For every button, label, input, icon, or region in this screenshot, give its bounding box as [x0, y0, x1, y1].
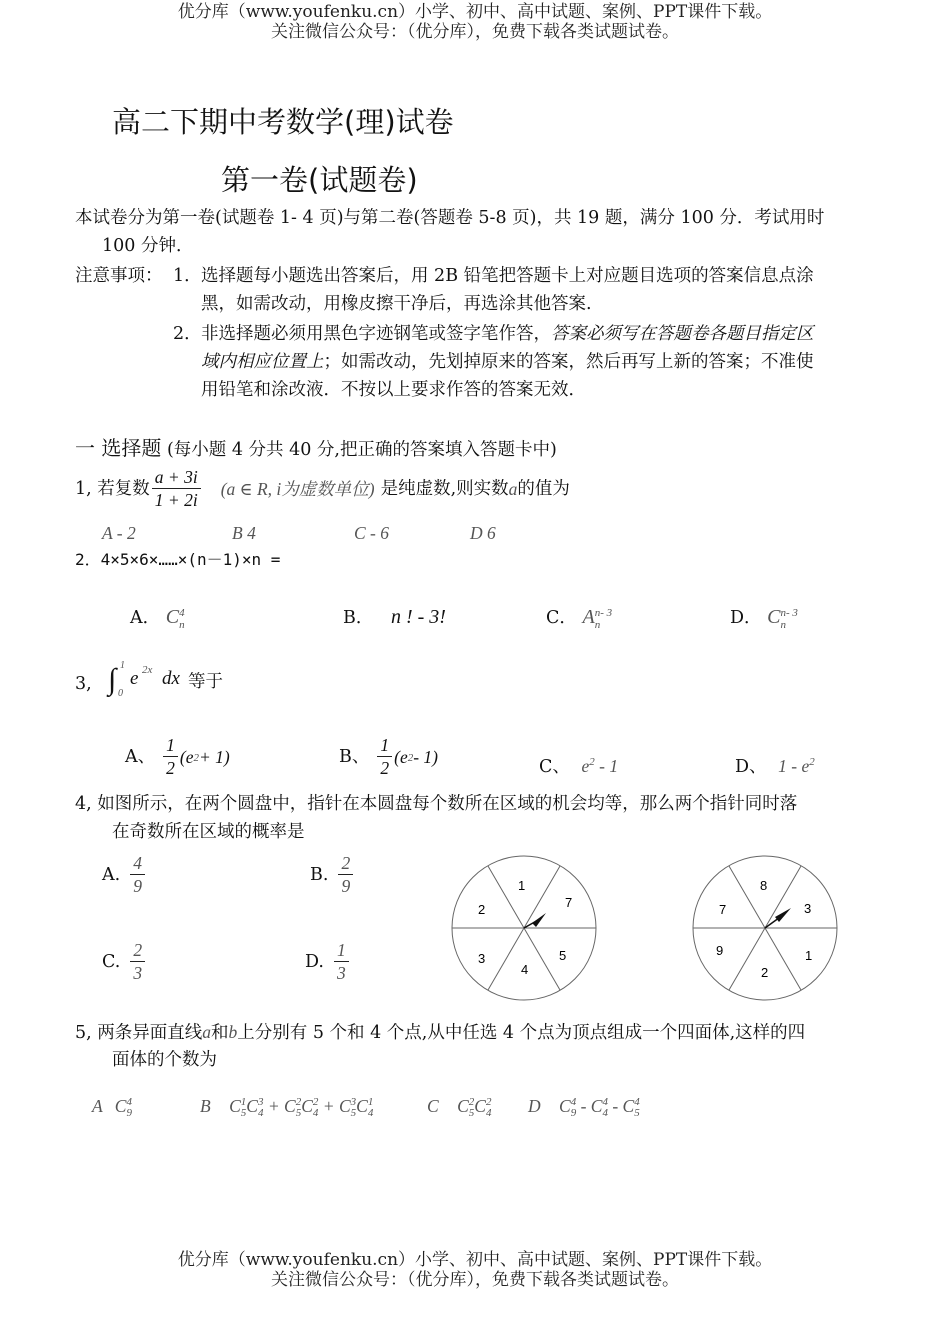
q3-b-half-num: 1 — [377, 734, 392, 757]
q3-a-half-num: 1 — [163, 734, 178, 757]
q2-b-label: B． — [343, 608, 374, 628]
q5-c: C — [301, 1096, 313, 1116]
note-1-line-2: 黑，如需改动，用橡皮擦干净后，再选涂其他答案. — [201, 294, 592, 314]
q1-suffix-2: 的值为 — [517, 478, 570, 499]
disc-1-label: 5 — [559, 948, 567, 963]
q5-c: C — [622, 1096, 635, 1116]
q4-d-den: 3 — [336, 963, 346, 983]
q5-c: C — [559, 1096, 571, 1116]
q3-a-half-den: 2 — [166, 758, 175, 778]
disc-1-label: 3 — [478, 951, 486, 966]
q4-b-label: B. — [310, 864, 329, 885]
q5-c: C — [457, 1096, 469, 1116]
q5-scripts — [368, 1097, 374, 1119]
q1-condition: (a ∈ R, i为虚数单位) — [220, 478, 375, 499]
q3-d-label: D、 — [735, 756, 767, 777]
disc-2-label: 8 — [760, 878, 768, 893]
q5-sub: 4 — [367, 1106, 374, 1119]
q2-option-a — [130, 603, 185, 632]
q5-scripts — [486, 1097, 492, 1119]
q3-int-top: 1 — [120, 660, 125, 671]
q5-option-b — [200, 1092, 373, 1120]
q4-c-den: 3 — [133, 963, 143, 983]
q5-b-label: B — [200, 1096, 211, 1116]
q3-int-bottom: 0 — [118, 688, 123, 699]
q2-option-b — [343, 603, 446, 632]
q3-c-expr: - 1 — [594, 755, 619, 776]
q5-a-label: A — [92, 1096, 103, 1116]
q1-option-d: D 6 — [470, 523, 496, 543]
q2-d-sub: n — [780, 618, 786, 631]
q3-a-half — [163, 734, 178, 779]
q5-sub: 5 — [240, 1106, 247, 1119]
section-heading — [75, 434, 557, 464]
intro-line-2: 100 分钟． — [102, 236, 194, 256]
q5-c: C — [246, 1096, 258, 1116]
q5-option-d — [528, 1092, 640, 1120]
q4-option-c — [102, 939, 147, 984]
q5-sup: 3 — [350, 1095, 357, 1108]
disc-1-label: 7 — [565, 895, 573, 910]
q3-a-label: A、 — [125, 746, 156, 767]
q5-sub: 4 — [602, 1106, 608, 1119]
q5-sub: 5 — [634, 1106, 640, 1119]
q3-b-tail2: - 1) — [413, 746, 439, 767]
q5-sup: 2 — [295, 1095, 302, 1108]
disc-1-label: 2 — [478, 902, 486, 917]
q2-c-sym: A — [582, 606, 595, 628]
q3-a-sq: 2 — [193, 752, 199, 764]
note-1-number: 1． — [173, 266, 202, 286]
q3-expr-e: e — [130, 668, 139, 689]
q3-d-expr: 1 - — [778, 755, 802, 776]
q3-suffix: 等于 — [188, 672, 223, 692]
q5-a-c: C — [114, 1096, 127, 1116]
q5-sup: 3 — [257, 1095, 264, 1108]
q5-a-scripts — [126, 1097, 132, 1119]
q2-c-sup: n- 3 — [594, 606, 613, 619]
disc-2-label: 2 — [761, 965, 769, 980]
q5-sub: 4 — [312, 1106, 319, 1119]
q5-and: 和 — [211, 1023, 229, 1043]
intro-line-1: 本试卷分为第一卷(试题卷 1- 4 页)与第二卷(答题卷 5-8 页)，共 19 题，满分 100 分．考试用时 — [75, 208, 825, 228]
q3-c-e: e — [581, 755, 590, 776]
q4-option-d — [305, 939, 351, 984]
q1-option-a: A - 2 — [102, 523, 136, 543]
q3-b-tail: (e — [394, 746, 408, 767]
q5-c: C — [229, 1096, 241, 1116]
spinner-disc-1 — [448, 852, 600, 1004]
q4-option-a — [102, 852, 147, 897]
q3-b-label: B、 — [339, 746, 370, 767]
q5-sup: 2 — [468, 1095, 475, 1108]
q5-c: C — [338, 1096, 351, 1116]
q3-c-label: C、 — [539, 756, 570, 777]
q5-sup: 4 — [634, 1095, 640, 1108]
q4-option-b — [310, 852, 355, 897]
q1-option-b: B 4 — [232, 523, 256, 543]
q1-prefix: 1, 若复数 — [75, 478, 150, 499]
q5-b-term2 — [284, 1095, 323, 1119]
q2-a-sup: 4 — [179, 606, 185, 619]
q5-b-term3 — [338, 1095, 374, 1119]
q4-c-frac — [130, 939, 145, 984]
q2-a-label: A． — [130, 608, 161, 628]
q5-b-term1 — [229, 1095, 268, 1119]
q5-sub: 9 — [570, 1106, 577, 1119]
q4-c-num: 2 — [130, 939, 145, 962]
q3-b-half — [377, 734, 392, 779]
section-title: 一 选择题 — [75, 436, 162, 460]
q2-option-c — [546, 603, 612, 632]
q2-d-scripts — [780, 607, 797, 631]
q2-c-scripts — [595, 607, 612, 631]
q5-plus: + — [267, 1096, 280, 1116]
q3-b-half-den: 2 — [380, 758, 390, 778]
q5-sub: 5 — [295, 1106, 302, 1119]
header-line-1: 优分库（www.youfenku.cn）小学、初中、高中试题、案例、PPT课件下载。 — [177, 2, 773, 22]
page-subtitle: 第一卷(试题卷) — [221, 163, 418, 197]
q5-sub: 5 — [468, 1106, 475, 1119]
q5-scripts — [258, 1097, 264, 1119]
question-2: 2．4×5×6×……×(n－1)×n = — [75, 550, 281, 569]
q2-a-scripts — [179, 607, 185, 631]
note-2-line-1-a: 非选择题必须用黑色字迹钢笔或签字笔作答， — [201, 324, 551, 344]
q4-a-num: 4 — [130, 852, 145, 875]
q5-option-c — [427, 1092, 491, 1120]
footer-line-1: 优分库（www.youfenku.cn）小学、初中、高中试题、案例、PPT课件下载。 — [177, 1250, 773, 1270]
notes-label: 注意事项： — [75, 266, 163, 286]
q2-b-expr: n ! - 3! — [390, 606, 446, 628]
q5-plus: + — [322, 1096, 335, 1116]
q5-sub: 4 — [485, 1106, 492, 1119]
q3-expr-sup: 2x — [142, 664, 153, 676]
q5-sup: 2 — [485, 1095, 492, 1108]
footer-line-2: 关注微信公众号：（优分库），免费下载各类试题试卷。 — [271, 1270, 679, 1290]
q5-scripts — [634, 1097, 640, 1119]
q3-option-d — [735, 748, 815, 781]
q2-d-sup: n- 3 — [780, 606, 798, 619]
q3-c-sq: 2 — [589, 756, 595, 768]
q4-c-label: C. — [102, 951, 121, 972]
q2-c-label: C． — [546, 608, 577, 628]
note-2-number: 2． — [173, 324, 202, 344]
q5-sup: 1 — [367, 1095, 374, 1108]
q5-a-sup: 4 — [126, 1095, 132, 1108]
q5-c: C — [356, 1096, 368, 1116]
q4-d-frac — [334, 939, 349, 984]
disc-2-label: 1 — [805, 948, 813, 963]
q5-c-label: C — [427, 1096, 439, 1116]
q1-suffix: 是纯虚数,则实数 — [380, 478, 509, 499]
q5-sub: 5 — [350, 1106, 357, 1119]
disc-1-label: 1 — [518, 878, 526, 893]
note-2-line-2-b: ；如需改动，先划掉原来的答案，然后再写上新的答案；不准使 — [323, 352, 814, 372]
note-1-line-1: 选择题每小题选出答案后，用 2B 铅笔把答题卡上对应题目选项的答案信息点涂 — [201, 266, 814, 286]
q3-d-e: e — [801, 755, 810, 776]
q5-var-a: a — [202, 1022, 212, 1042]
q4-d-label: D. — [305, 951, 324, 972]
q4-b-den: 9 — [341, 876, 351, 896]
q5-sup: 4 — [570, 1095, 577, 1108]
q1-fraction — [152, 466, 201, 511]
q1-frac-den: 1 + 2i — [154, 490, 198, 510]
q4-a-frac — [130, 852, 145, 897]
q5-line-1 — [75, 1018, 805, 1047]
disc-2-label: 3 — [804, 901, 812, 916]
q5-sub: 4 — [257, 1106, 264, 1119]
note-2-line-2 — [201, 348, 814, 376]
q5-c: C — [590, 1096, 603, 1116]
integral-sign-icon: ∫ — [108, 663, 117, 696]
q3-a-tail2: + 1) — [199, 746, 230, 767]
q1-option-c: C - 6 — [354, 523, 389, 543]
q5-line-2: 面体的个数为 — [112, 1050, 217, 1070]
note-2-line-1 — [201, 320, 814, 348]
q2-a-sub: n — [179, 618, 185, 631]
q2-d-label: D． — [730, 608, 762, 628]
q3-option-a — [125, 734, 230, 779]
q5-a-sub: 9 — [126, 1106, 132, 1119]
q2-d-sym: C — [767, 606, 781, 628]
q4-b-num: 2 — [338, 852, 353, 875]
q5-var-b: b — [228, 1022, 238, 1042]
header-line-2: 关注微信公众号：（优分库），免费下载各类试题试卷。 — [271, 22, 679, 42]
q5-c: C — [284, 1096, 296, 1116]
disc-1-label: 4 — [521, 962, 529, 977]
q3-prefix: 3, — [75, 674, 92, 694]
q3-option-c — [539, 748, 618, 781]
q5-scripts — [313, 1097, 319, 1119]
note-2-line-3: 用铅笔和涂改液．不按以上要求作答的答案无效． — [201, 380, 586, 400]
q1-var: a — [508, 478, 518, 499]
page-title: 高二下期中考数学(理)试卷 — [112, 105, 454, 139]
q5-c: C — [474, 1096, 486, 1116]
q5-d-label: D — [528, 1096, 541, 1116]
q4-b-frac — [338, 852, 353, 897]
q4-d-num: 1 — [334, 939, 349, 962]
note-2-line-2-a: 域内相应位置上 — [201, 352, 324, 372]
q5-sup: 1 — [240, 1095, 247, 1108]
question-1 — [75, 466, 570, 511]
note-2-line-1-b: 答案必须写在答题卷各题目指定区 — [551, 324, 814, 344]
q3-a-tail: (e — [179, 746, 194, 767]
q5-minus: - — [580, 1096, 587, 1116]
q2-c-sub: n — [594, 618, 601, 631]
disc-2-label: 7 — [719, 902, 727, 917]
q5-sup: 4 — [602, 1095, 608, 1108]
q4-a-den: 9 — [133, 876, 142, 896]
q5-option-a — [92, 1092, 132, 1120]
q5-lead: 5, 两条异面直线 — [75, 1023, 203, 1043]
q5-tail: 上分别有 5 个和 4 个点,从中任选 4 个点为顶点组成一个四面体,这样的四 — [237, 1023, 806, 1043]
disc-2-label: 9 — [716, 943, 724, 958]
spinner-disc-2 — [689, 852, 841, 1004]
q5-sup: 2 — [312, 1095, 319, 1108]
q5-scripts — [571, 1097, 577, 1119]
q4-line-2: 在奇数所在区域的概率是 — [112, 822, 305, 842]
q1-frac-num: a + 3i — [152, 466, 201, 489]
q2-option-d — [730, 603, 798, 632]
q5-minus: - — [612, 1096, 619, 1116]
q3-option-b — [339, 734, 438, 779]
q3-b-sq: 2 — [407, 752, 414, 764]
q5-scripts — [602, 1097, 608, 1119]
q4-a-label: A. — [102, 864, 121, 885]
section-note: (每小题 4 分共 40 分,把正确的答案填入答题卡中) — [166, 440, 557, 460]
q3-d-sq: 2 — [809, 756, 815, 768]
q2-a-sym: C — [165, 606, 180, 628]
q4-line-1: 4, 如图所示，在两个圆盘中，指针在本圆盘每个数所在区域的机会均等，那么两个指针同时落 — [75, 794, 798, 814]
q3-expr-dx: dx — [162, 668, 180, 689]
